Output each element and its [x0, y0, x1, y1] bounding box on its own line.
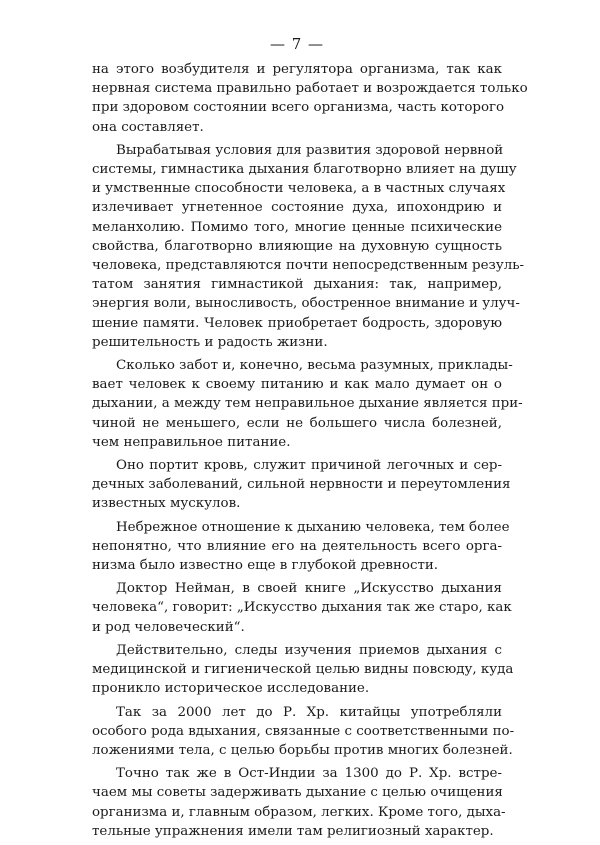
text-line: ложениями тела, с целью борьбы против многих болезней. [92, 742, 513, 758]
text-line: низма было известно еще в глубокой древности. [92, 558, 439, 574]
text-line: Так за 2000 лет до Р. Хр. китайцы употребляли [116, 704, 502, 720]
body-text [92, 60, 528, 841]
text-line: непонятно, что влияние его на деятельность всего орга- [92, 538, 502, 554]
text-line: Доктор Нейман, в своей книге „Искусство дыхания [116, 581, 502, 597]
text-line: она составляет. [92, 119, 204, 135]
text-line: татом занятия гимнастикой дыхания: так, например, [92, 277, 502, 293]
paragraph [92, 141, 525, 352]
text-line: свойства, благотворно влияющие на духовную сущность [92, 238, 502, 254]
text-line: тельные упражнения имели там религиозный характер. [92, 823, 494, 839]
text-line: Вырабатывая условия для развития здоровой нервной [116, 142, 504, 158]
text-line: энергия воли, выносливость, обостренное внимание и улуч- [92, 296, 520, 312]
text-line: особого рода вдыхания, связанные с соответственными по- [92, 723, 515, 739]
text-line: Оно портит кровь, служит причиной легочных и сер- [116, 458, 502, 474]
text-line: на этого возбудителя и регулятора организма, так как [92, 62, 502, 77]
text-line: шение памяти. Человек приобретает бодрость, здоровую [92, 315, 502, 331]
text-line: системы, гимнастика дыхания благотворно влияет на душу [92, 162, 517, 178]
text-line: Действительно, следы изучения приемов дыхания с [116, 642, 502, 658]
text-line: нервная система правильно работает и возрождается только [92, 81, 528, 97]
text-line: известных мускулов. [92, 496, 241, 512]
text-line: чиной не меньшего, если не большего числа болезней, [92, 415, 502, 431]
paragraph [92, 518, 510, 576]
paragraph [92, 641, 514, 699]
text-line: Небрежное отношение к дыханию человека, тем более [116, 519, 510, 535]
text-line: проникло историческое исследование. [92, 681, 370, 697]
text-line: чем неправильное питание. [92, 434, 291, 450]
paragraph [92, 456, 511, 514]
text-line: Сколько забот и, конечно, весьма разумных, приклады- [116, 358, 513, 374]
text-line: чаем мы советы задерживать дыхание с целью очищения [92, 785, 503, 801]
text-line: и род человеческий“. [92, 619, 245, 635]
text-line: излечивает угнетенное состояние духа, ипохондрию и [92, 200, 502, 216]
paragraph [92, 703, 515, 761]
text-line: человека, представляются почти непосредственным резуль- [92, 258, 525, 274]
text-line: дечных заболеваний, сильной нервности и переутомления [92, 477, 511, 493]
book-page [92, 34, 528, 845]
page-number: — 7 — [269, 35, 325, 53]
paragraph [92, 764, 506, 841]
paragraph [92, 356, 523, 452]
text-line: организма и, главным образом, легких. Кроме того, дыха- [92, 804, 506, 820]
text-line: решительность и радость жизни. [92, 334, 328, 350]
text-line: медицинской и гигиенической целью видны повсюду, куда [92, 662, 514, 678]
paragraph [92, 60, 528, 137]
paragraph [92, 579, 512, 637]
text-line: вает человек к своему питанию и как мало думает он о [92, 377, 502, 393]
text-line: дыхании, а между тем неправильное дыхание является при- [92, 396, 523, 412]
text-line: меланхолию. Помимо того, многие ценные психические [92, 219, 502, 235]
text-line: Точно так же в Ост-Индии за 1300 до Р. Хр. встре- [116, 766, 502, 782]
text-line: при здоровом состоянии всего организма, часть которого [92, 100, 505, 116]
text-line: человека“, говорит: „Искусство дыхания так же старо, как [92, 600, 512, 616]
text-line: и умственные способности человека, а в частных случаях [92, 181, 506, 197]
